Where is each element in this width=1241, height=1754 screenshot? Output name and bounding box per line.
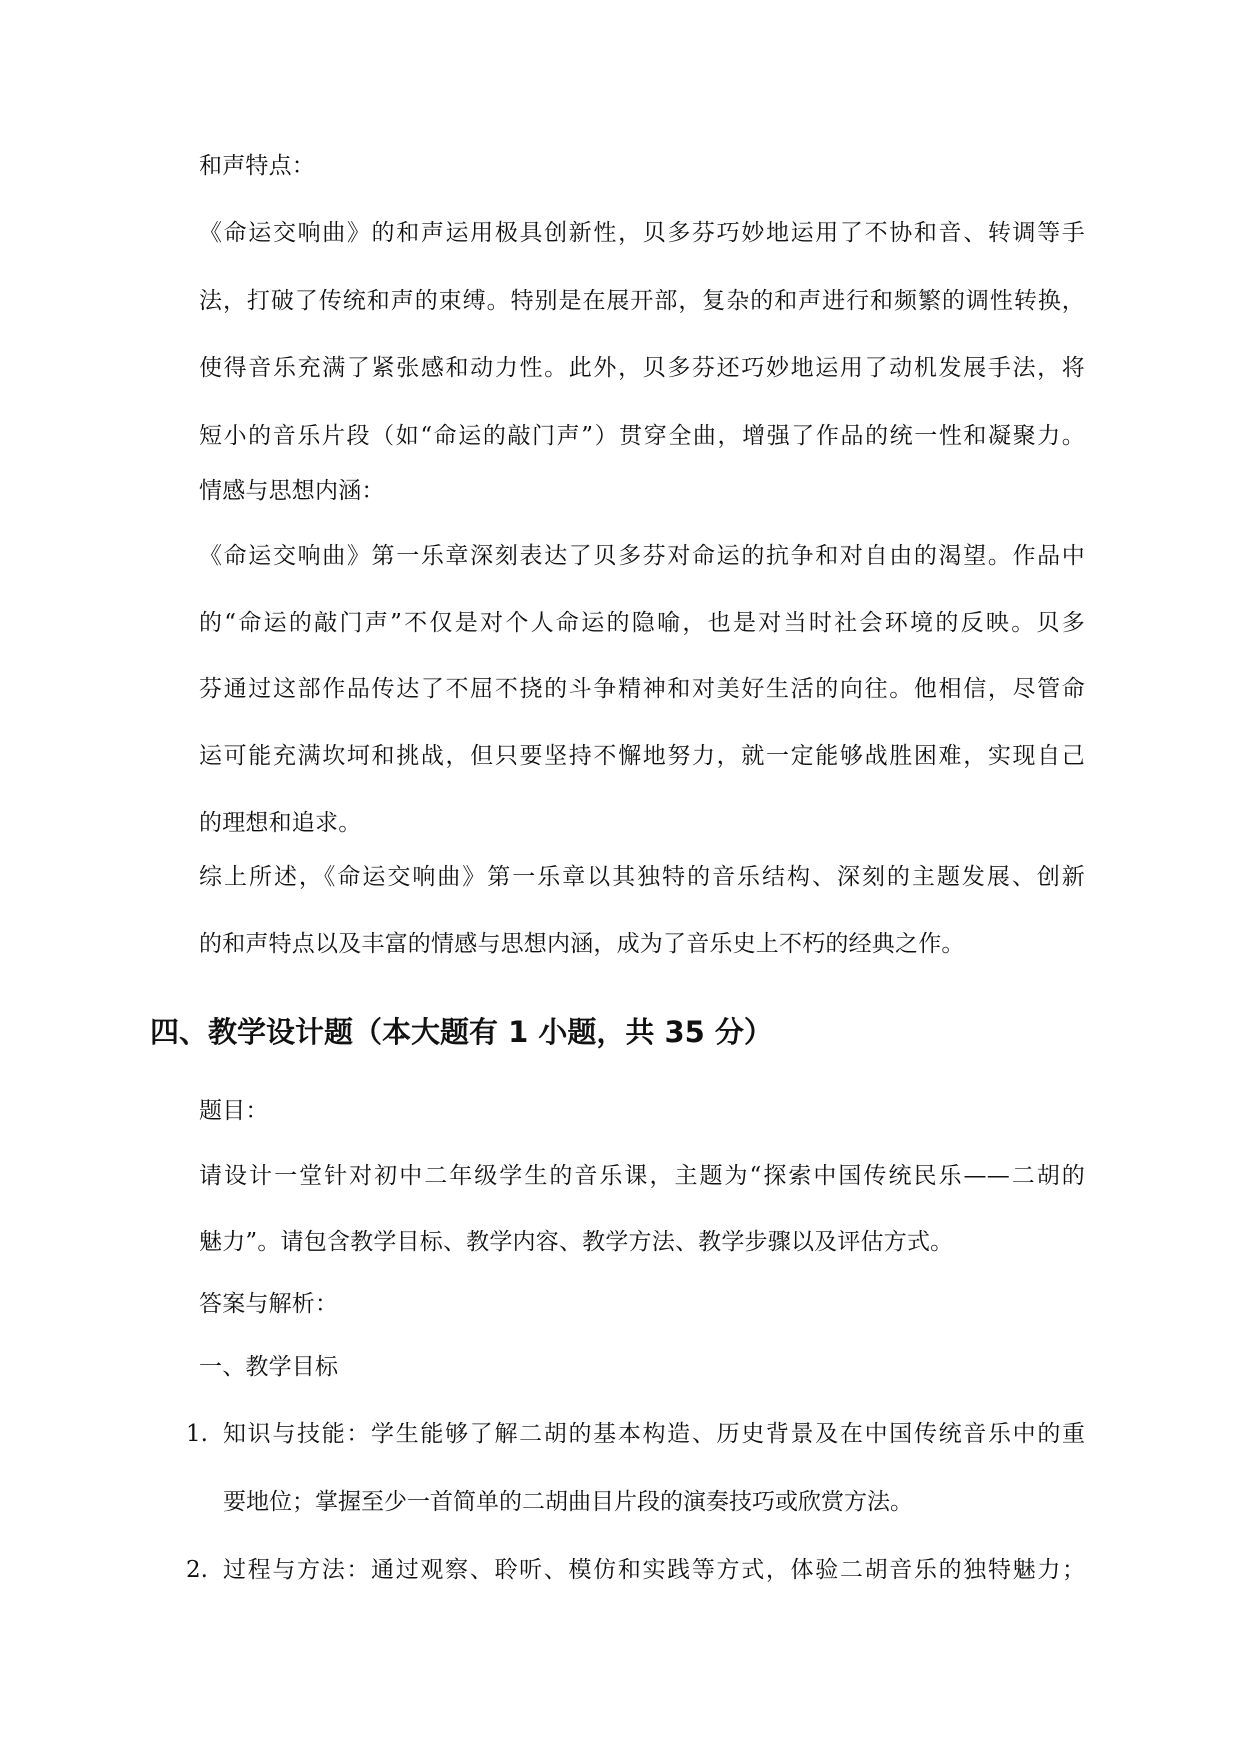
emotion-label: 情感与思想内涵： xyxy=(199,478,385,504)
section-heading: 四、教学设计题（本大题有 1 小题，共 35 分） xyxy=(150,1015,773,1049)
list-item-line: 知识与技能：学生能够了解二胡的基本构造、历史背景及在中国传统音乐中的重 xyxy=(223,1421,1085,1447)
list-item-line: 过程与方法：通过观察、聆听、模仿和实践等方式，体验二胡音乐的独特魅力； xyxy=(223,1557,1085,1583)
question-label: 题目： xyxy=(199,1098,269,1124)
paragraph-line: 综上所述，《命运交响曲》第一乐章以其独特的音乐结构、深刻的主题发展、创新 xyxy=(199,864,1085,890)
paragraph-line: 运可能充满坎坷和挑战，但只要坚持不懈地努力，就一定能够战胜困难，实现自己 xyxy=(199,743,1085,769)
paragraph-line: 魅力”。请包含教学目标、教学内容、教学方法、教学步骤以及评估方式。 xyxy=(199,1229,954,1255)
paragraph-line: 使得音乐充满了紧张感和动力性。此外，贝多芬还巧妙地运用了动机发展手法，将 xyxy=(199,355,1085,381)
list-item-number: 2. xyxy=(186,1557,208,1583)
harmony-label: 和声特点： xyxy=(199,153,315,179)
paragraph-line: 《命运交响曲》第一乐章深刻表达了贝多芬对命运的抗争和对自由的渴望。作品中 xyxy=(199,543,1085,569)
paragraph-line: 法，打破了传统和声的束缚。特别是在展开部，复杂的和声进行和频繁的调性转换， xyxy=(199,288,1085,314)
goals-heading: 一、教学目标 xyxy=(199,1354,339,1380)
paragraph-line: 请设计一堂针对初中二年级学生的音乐课，主题为“探索中国传统民乐——二胡的 xyxy=(199,1163,1085,1189)
paragraph-line: 的理想和追求。 xyxy=(199,810,362,836)
paragraph-line: 《命运交响曲》的和声运用极具创新性，贝多芬巧妙地运用了不协和音、转调等手 xyxy=(199,220,1085,246)
paragraph-line: 的和声特点以及丰富的情感与思想内涵，成为了音乐史上不朽的经典之作。 xyxy=(199,931,965,957)
paragraph-line: 的“命运的敲门声”不仅是对个人命运的隐喻，也是对当时社会环境的反映。贝多 xyxy=(199,610,1085,636)
paragraph-line: 芬通过这部作品传达了不屈不挠的斗争精神和对美好生活的向往。他相信，尽管命 xyxy=(199,676,1085,702)
list-item-number: 1. xyxy=(186,1421,208,1447)
paragraph-line: 短小的音乐片段（如“命运的敲门声”）贯穿全曲，增强了作品的统一性和凝聚力。 xyxy=(199,423,1085,449)
list-item-line: 要地位；掌握至少一首简单的二胡曲目片段的演奏技巧或欣赏方法。 xyxy=(223,1489,913,1515)
answer-label: 答案与解析： xyxy=(199,1291,339,1317)
